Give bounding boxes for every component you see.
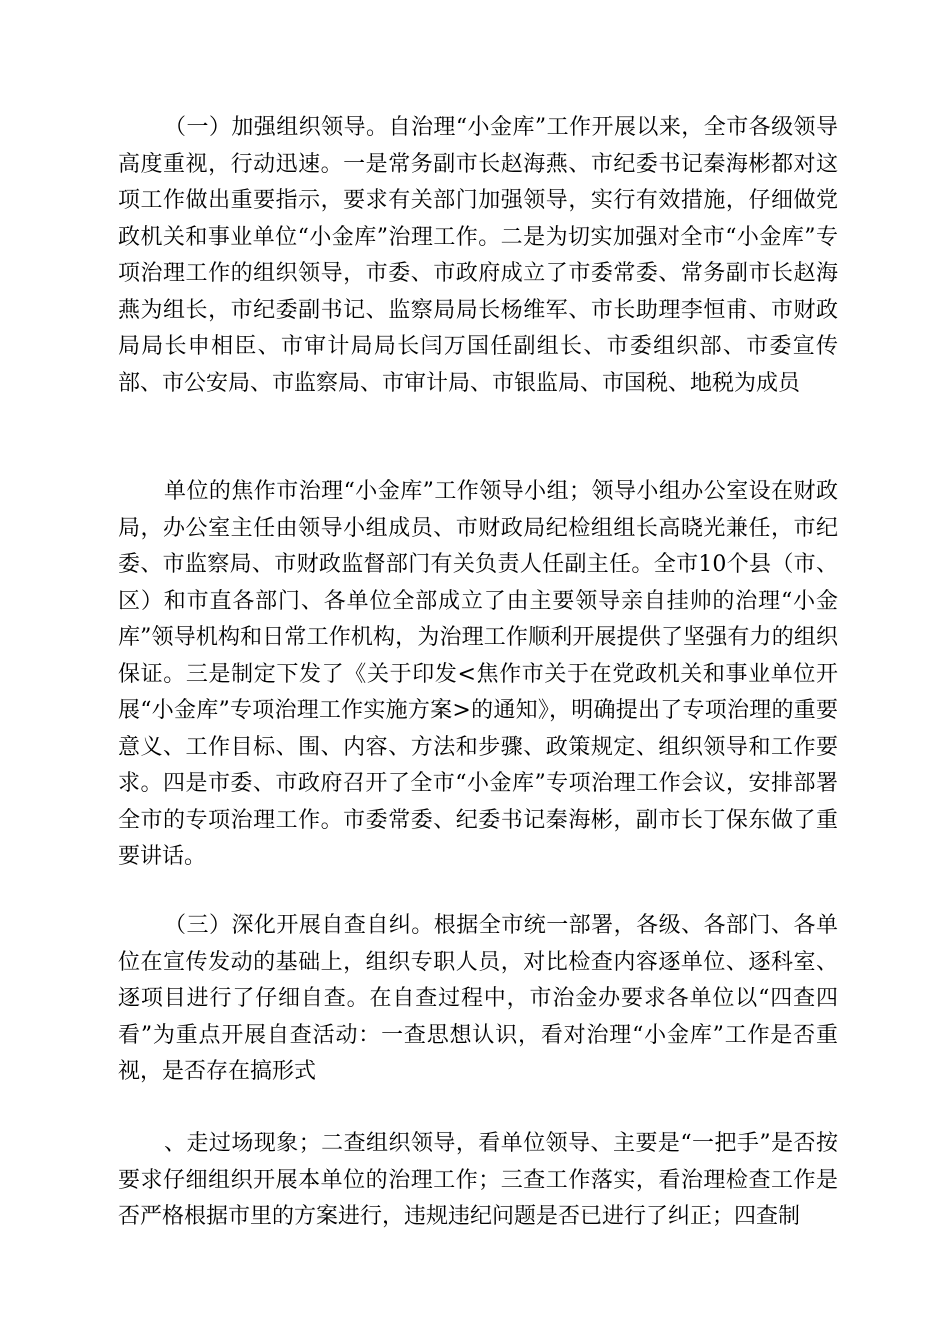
paragraph-organization-leadership: （一）加强组织领导。自治理“小金库”工作开展以来，全市各级领导高度重视，行动迅速。一是常务副市长赵海燕、市纪委书记秦海彬都对这项工作做出重要指示，要求有关部门加强领导，实行有效措施，仔细做党政机关和事业单位“小金库”治理工作。二是为切实加强对全市“小金库”专项治理工作的组织领导，市委、市政府成立了市委常委、常务副市长赵海燕为组长，市纪委副书记、监察局局长杨维军、市长助理李恒甫、市财政局局长申相臣、市审计局局长闫万国任副组长、市委组织部、市委宣传部、市公安局、市监察局、市审计局、市银监局、市国税、地税为成员 (118, 115, 838, 396)
paragraph-leading-group: 单位的焦作市治理“小金库”工作领导小组；领导小组办公室设在财政局，办公室主任由领导小组成员、市财政局纪检组组长高晓光兼任，市纪委、市监察局、市财政监督部门有关负责人任副主任。全市10个县（市、区）和市直各部门、各单位全部成立了由主要领导亲自挂帅的治理“小金库”领导机构和日常工作机构，为治理工作顺利开展提供了坚强有力的组织保证。三是制定下发了《关于印发<焦作市关于在党政机关和事业单位开展“小金库”专项治理工作实施方案>的通知》，明确提出了专项治理的重要意义、工作目标、围、内容、方法和步骤、政策规定、组织领导和工作要求。四是市委、市政府召开了全市“小金库”专项治理工作会议，安排部署全市的专项治理工作。市委常委、纪委书记秦海彬，副市长丁保东做了重要讲话。 (118, 479, 838, 869)
paragraph-self-inspection: （三）深化开展自查自纠。根据全市统一部署，各级、各部门、各单位在宣传发动的基础上，组织专职人员，对比检查内容逐单位、逐科室、逐项目进行了仔细自查。在自查过程中，市治金办要求各单位以“四查四看”为重点开展自查活动：一查思想认识，看对治理“小金库”工作是否重视，是否存在搞形式 (118, 913, 838, 1084)
paragraph-four-checks: 、走过场现象；二查组织领导，看单位领导、主要是“一把手”是否按要求仔细组织开展本单位的治理工作；三查工作落实，看治理检查工作是否严格根据市里的方案进行，违规违纪问题是否已进行了纠正；四查制 (118, 1131, 838, 1229)
